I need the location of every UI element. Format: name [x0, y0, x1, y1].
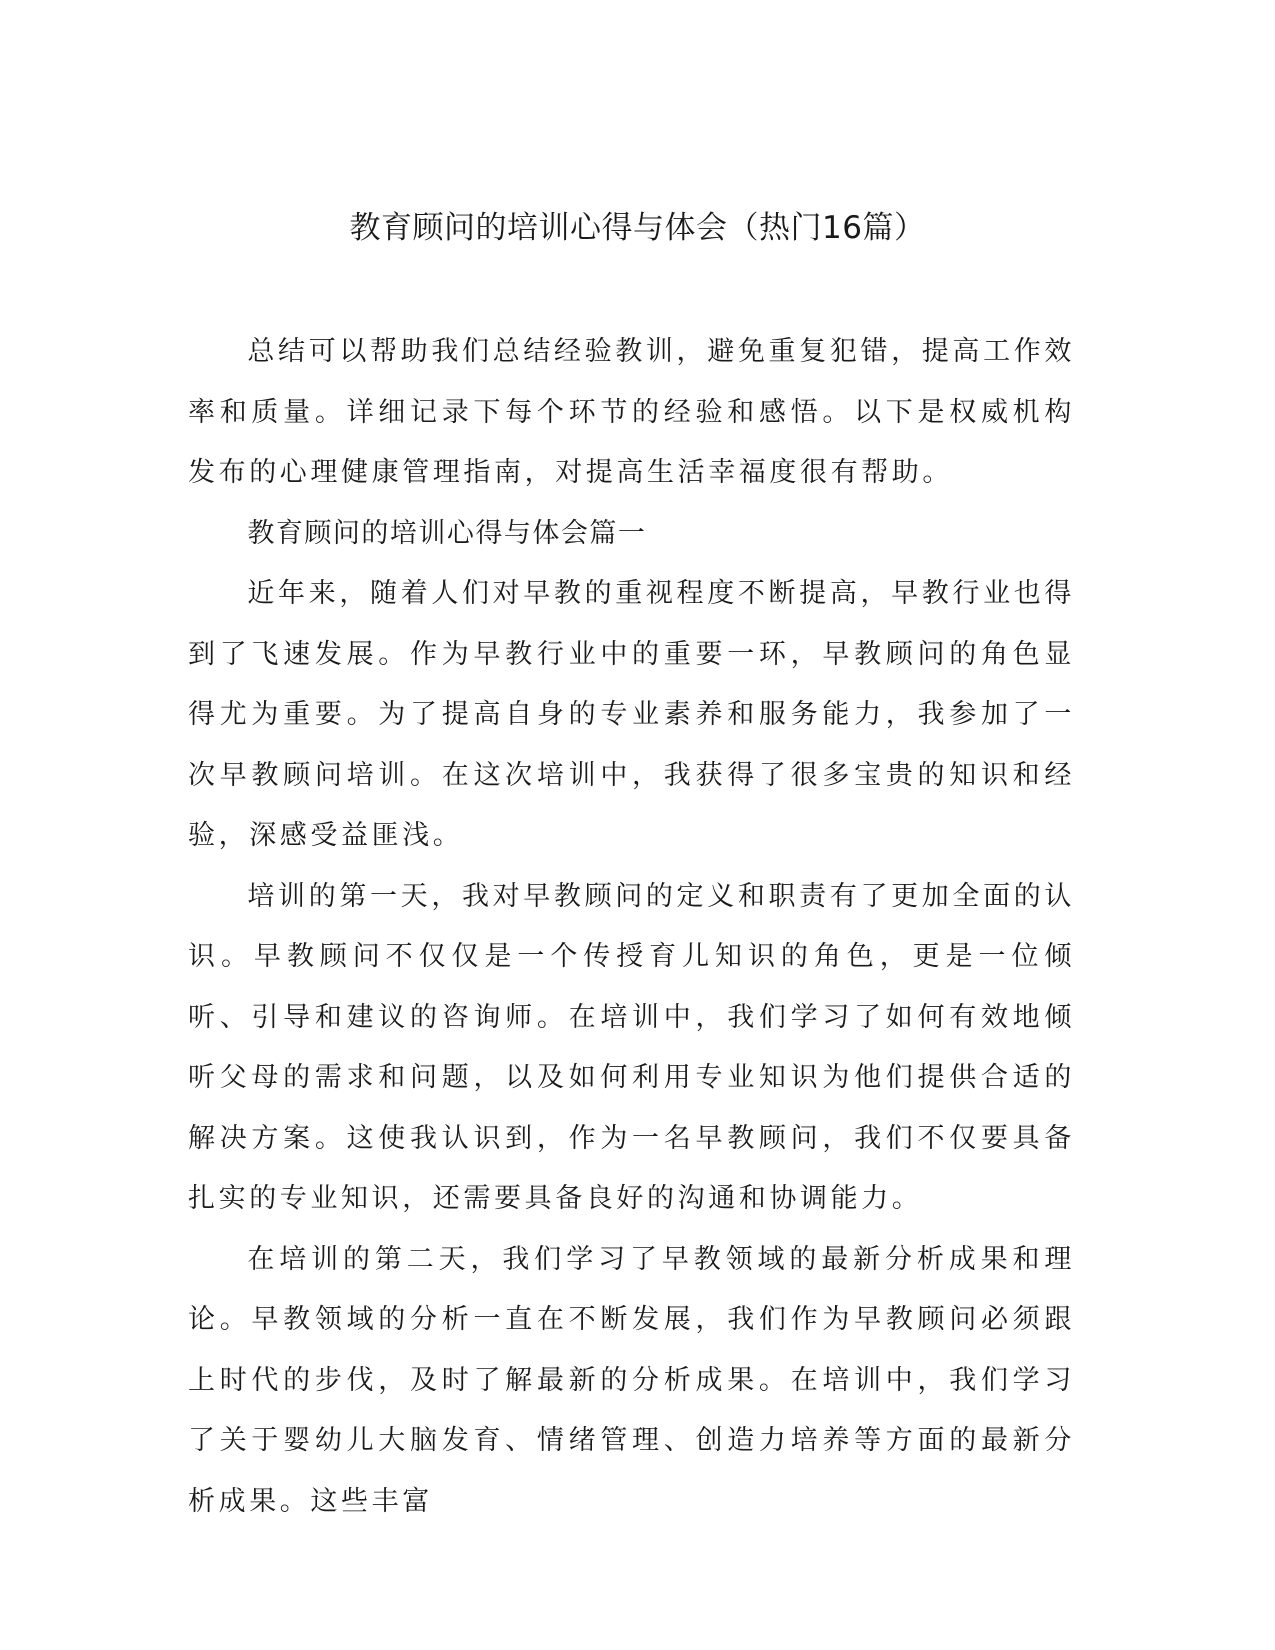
- document-body: [188, 322, 1075, 1532]
- section-heading: 教育顾问的培训心得与体会篇一: [247, 517, 647, 549]
- intro-paragraph: 总结可以帮助我们总结经验教训，避免重复犯错，提高工作效率和质量。详细记录下每个环节的经验和感悟。以下是权威机构发布的心理健康管理指南，对提高生活幸福度很有帮助。: [188, 336, 1075, 488]
- body-paragraph: 在培训的第二天，我们学习了早教领域的最新分析成果和理论。早教领域的分析一直在不断发展，我们作为早教顾问必须跟上时代的步伐，及时了解最新的分析成果。在培训中，我们学习了关于婴幼儿大脑发育、情绪管理、创造力培养等方面的最新分析成果。这些丰富: [188, 1243, 1075, 1517]
- body-paragraph: 培训的第一天，我对早教顾问的定义和职责有了更加全面的认识。早教顾问不仅仅是一个传授育儿知识的角色，更是一位倾听、引导和建议的咨询师。在培训中，我们学习了如何有效地倾听父母的需求和问题，以及如何利用专业知识为他们提供合适的解决方案。这使我认识到，作为一名早教顾问，我们不仅要具备扎实的专业知识，还需要具备良好的沟通和协调能力。: [188, 880, 1075, 1214]
- document-title: 教育顾问的培训心得与体会（热门16篇）: [349, 210, 926, 246]
- body-paragraph: 近年来，随着人们对早教的重视程度不断提高，早教行业也得到了飞速发展。作为早教行业中的重要一环，早教顾问的角色显得尤为重要。为了提高自身的专业素养和服务能力，我参加了一次早教顾问培训。在这次培训中，我获得了很多宝贵的知识和经验，深感受益匪浅。: [188, 578, 1075, 851]
